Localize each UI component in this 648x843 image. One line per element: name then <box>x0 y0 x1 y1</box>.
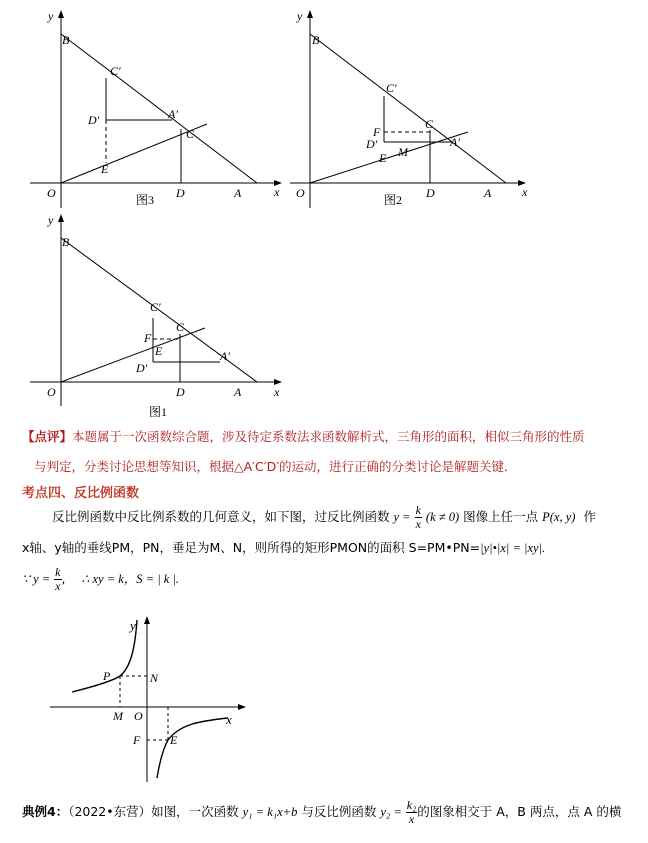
label-a: A <box>484 186 492 200</box>
section-title: 考点四、反比例函数 <box>22 486 140 501</box>
label-a-prime: A′ <box>168 107 178 121</box>
y-arrow <box>144 616 150 624</box>
line-oc <box>61 328 205 382</box>
definition-line-1: 反比例函数中反比例系数的几何意义，如下图，过反比例函数 y = $\frac{k}{x}$ (k ≠ 0) 图像上任一点 P(x, y) 作 <box>52 502 596 531</box>
derivation-line: ∵ y = $\frac{k}{x}$ , ∴ xy = k，S = | k |. <box>22 564 180 593</box>
caption-fig3: 图3 <box>136 193 155 207</box>
figure-1 <box>0 210 300 425</box>
label-n: N <box>150 671 159 685</box>
label-c-prime: C′ <box>386 81 397 95</box>
label-c: C <box>186 127 195 141</box>
fraction-k-over-x: $\frac{k}{x}$ <box>415 502 421 531</box>
label-c-prime: C′ <box>110 64 121 78</box>
label-y: y <box>130 618 136 633</box>
label-f: F <box>373 125 381 139</box>
comment-line-1: 【点评】本题属于一次函数综合题，涉及待定系数法求函数解析式，三角形的面积，相似三角形的性质 <box>22 429 585 444</box>
caption-fig2: 图2 <box>384 193 403 207</box>
label-o: O <box>47 186 56 200</box>
label-a: A <box>234 385 242 399</box>
example-4-line: 典例4：（2022•东营）如图，一次函数 y₁ = k₁x+b 与反比例函数 y₂ = $\frac{\text{k₂}}{x}$ 的图象相交于 A，B 两点，点 A 的横 <box>22 797 622 826</box>
label-c-prime: C′ <box>150 300 161 314</box>
y-arrow <box>307 10 313 18</box>
x-arrow <box>238 704 246 710</box>
label-e: E <box>170 733 178 747</box>
label-p: P <box>103 669 111 683</box>
label-a-prime: A′ <box>220 349 230 363</box>
line-ba <box>310 34 506 183</box>
label-o: O <box>134 709 143 723</box>
label-x: x <box>274 385 280 399</box>
label-y: y <box>297 9 303 23</box>
fraction-k2-over-x: $\frac{\text{k₂}}{x}$ <box>406 797 417 826</box>
label-c: C <box>425 117 434 131</box>
label-o: O <box>47 385 56 399</box>
example-tag: 典例4： <box>22 804 69 819</box>
figure-2 <box>0 0 560 215</box>
label-y: y <box>48 213 54 227</box>
y-arrow <box>58 214 64 222</box>
label-e: E <box>379 151 387 165</box>
label-x: x <box>522 185 528 199</box>
label-d-prime: D′ <box>366 137 378 151</box>
label-d: D <box>176 186 185 200</box>
comment-tag: 【点评】 <box>22 429 73 444</box>
label-x: x <box>274 185 280 199</box>
label-b: B <box>62 33 70 47</box>
label-y: y <box>48 9 54 23</box>
line-oc <box>310 132 468 183</box>
label-f: F <box>144 331 152 345</box>
label-d-prime: D′ <box>136 361 148 375</box>
label-b: B <box>62 235 70 249</box>
label-x: x <box>226 712 232 727</box>
label-f: F <box>133 733 141 747</box>
fraction-k-over-x-2: $\frac{k}{x}$ <box>55 564 61 593</box>
label-a: A <box>234 186 242 200</box>
label-o: O <box>296 186 305 200</box>
label-a-prime: A′ <box>450 135 460 149</box>
label-b: B <box>312 33 320 47</box>
label-e: E <box>155 344 163 358</box>
caption-fig1: 图1 <box>149 405 168 419</box>
label-d: D <box>176 385 185 399</box>
comment-line-2: 与判定，分类讨论思想等知识，根据△A′C′D′的运动，进行正确的分类讨论是解题关键． <box>34 459 517 474</box>
definition-line-2: x轴、y轴的垂线PM，PN，垂足为M、N，则所得的矩形PMON的面积 S=PM•PN=|y|•|x| = |xy|. <box>22 540 546 555</box>
comment-block <box>22 422 632 482</box>
label-e: E <box>101 162 109 176</box>
label-d: D <box>426 186 435 200</box>
label-c: C <box>176 320 185 334</box>
label-d-prime: D′ <box>88 113 100 127</box>
label-m: M <box>113 709 123 723</box>
figure-4-hyperbola <box>0 600 300 790</box>
label-m: M <box>398 145 408 159</box>
